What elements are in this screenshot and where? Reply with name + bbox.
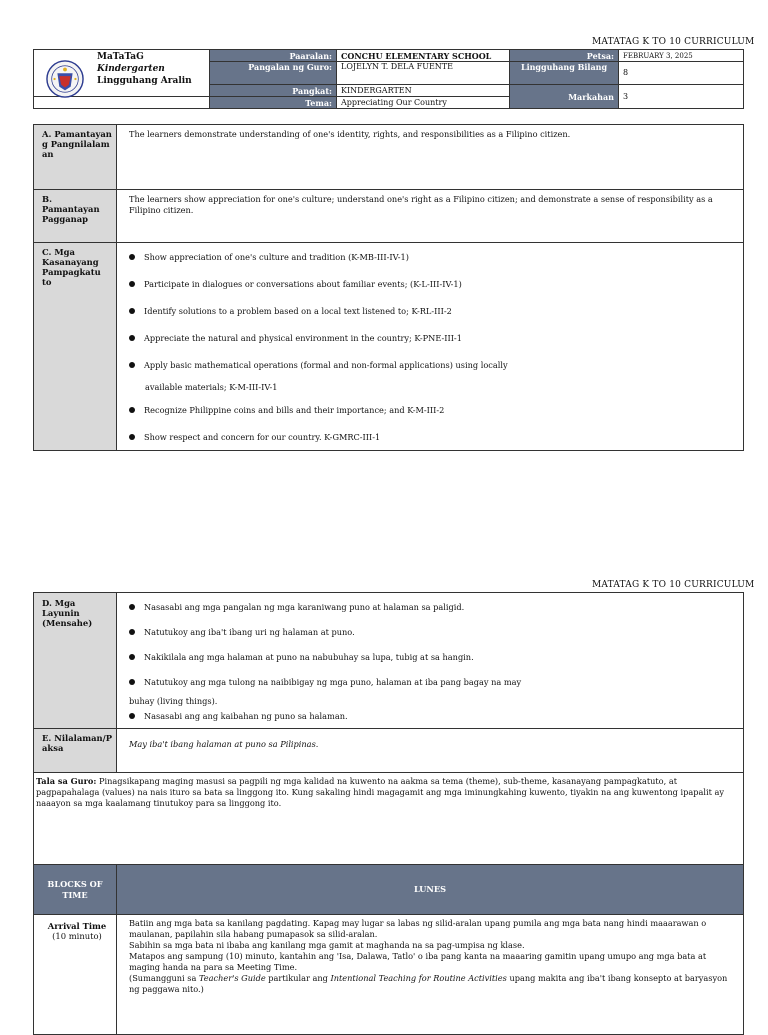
section-b-label: B. Pamantayan Pagganap bbox=[34, 190, 117, 243]
bullet-icon bbox=[129, 407, 135, 413]
bullet-icon bbox=[129, 308, 135, 314]
bullet-icon bbox=[129, 434, 135, 440]
brand-matatag: MaTaTaG bbox=[97, 52, 144, 62]
teacher-note bbox=[34, 773, 744, 865]
list-item: Natutukoy ang iba't ibang uri ng halaman at puno. bbox=[129, 627, 735, 638]
brand-kindergarten: Kindergarten bbox=[97, 64, 165, 74]
teacher-note-text: Pinagsikapang maging masusi sa pagpili ng mga kalidad na kuwento na aakma sa tema (theme), sub-theme, kasanayang pampagkatuto, at pagpapahalaga (values) na nais ituro sa bata sa linggong ito. Kung sakaling hindi magagamit ang mga iminungkahing kuwento, tiyakin na ang kuwentong ipapalit ay naaayon sa mga kaalamang tinutukoy para sa linggong ito. bbox=[36, 776, 724, 808]
section-d-label: D. Mga Layunin (Mensahe) bbox=[34, 593, 117, 729]
arrival-line-3: Matapos ang sampung (10) minuto, kantahin ang 'Isa, Dalawa, Tatlo' o iba pang kanta na maaaring gamitin upang umupo ang mga bata at maging handa na para sa Meeting Time. bbox=[129, 951, 707, 972]
teacher-label: Pangalan ng Guro: bbox=[210, 62, 337, 85]
logo-cell bbox=[34, 50, 210, 97]
quarter-value: 3 bbox=[619, 85, 744, 109]
section-c-list bbox=[117, 243, 744, 451]
arrival-line-4: (Sumangguni sa Teacher's Guide partikular ang Intentional Teaching for Routine Activities upang makita ang iba't ibang konsepto at baryasyon ng paggawa nito.) bbox=[129, 973, 728, 994]
section-e-text: May iba't ibang halaman at puno sa Pilipinas. bbox=[117, 729, 744, 773]
bullet-icon bbox=[129, 362, 135, 368]
list-item: Nasasabi ang ang kaibahan ng puno sa halaman. bbox=[129, 711, 735, 722]
bullet-icon bbox=[129, 679, 135, 685]
school-value: CONCHU ELEMENTARY SCHOOL bbox=[337, 50, 510, 62]
bullet-icon bbox=[129, 713, 135, 719]
objectives-table bbox=[33, 592, 744, 1035]
arrival-duration: (10 minuto) bbox=[52, 931, 102, 941]
school-label: Paaralan: bbox=[210, 50, 337, 62]
list-item: Show appreciation of one's culture and tradition (K-MB-III-IV-1) bbox=[129, 252, 735, 263]
list-item: Appreciate the natural and physical environment in the country; K-PNE-III-1 bbox=[129, 333, 735, 344]
section-e-label: E. Nilalaman/P aksa bbox=[34, 729, 117, 773]
section-d-list bbox=[117, 593, 744, 729]
list-item: Show respect and concern for our country. K-GMRC-III-1 bbox=[129, 432, 735, 443]
deped-seal-icon bbox=[46, 60, 84, 98]
list-item-continuation: available materials; K-M-III-IV-1 bbox=[145, 382, 278, 392]
week-value: 8 bbox=[619, 62, 744, 85]
bullet-icon bbox=[129, 335, 135, 341]
curriculum-label: MATATAG K TO 10 CURRICULUM bbox=[592, 37, 755, 47]
arrival-line-2: Sabihin sa mga bata ni ibaba ang kanilang mga gamit at maghanda na sa pag-umpisa ng klase. bbox=[129, 940, 525, 950]
arrival-time-cell bbox=[34, 915, 117, 1035]
theme-value: Appreciating Our Country bbox=[337, 97, 510, 109]
grade-label: Pangkat: bbox=[210, 85, 337, 97]
bullet-icon bbox=[129, 254, 135, 260]
grade-value: KINDERGARTEN bbox=[337, 85, 510, 97]
list-item: Natutukoy ang mga tulong na naibibigay ng mga puno, halaman at iba pang bagay na may bbox=[129, 677, 735, 688]
teacher-value: LOJELYN T. DELA FUENTE bbox=[337, 62, 510, 85]
blocks-of-time-header: BLOCKS OF TIME bbox=[34, 865, 117, 915]
logo-filler bbox=[34, 97, 210, 109]
teacher-note-label: Tala sa Guro: bbox=[36, 776, 97, 786]
theme-label: Tema: bbox=[210, 97, 337, 109]
day-header-lunes: LUNES bbox=[117, 865, 744, 915]
arrival-line-1: Batiin ang mga bata sa kanilang pagdating. Kapag may lugar sa labas ng silid-aralan upang pumila ang mga bata nang hindi maaarawan o maulanan, papilahin sila habang pumapasok sa silid-aralan. bbox=[129, 918, 707, 939]
date-value: FEBRUARY 3, 2025 bbox=[619, 50, 744, 62]
curriculum-label-page2: MATATAG K TO 10 CURRICULUM bbox=[592, 580, 755, 590]
brand-block bbox=[97, 51, 192, 87]
week-label: Lingguhang Bilang bbox=[510, 62, 619, 85]
bullet-icon bbox=[129, 654, 135, 660]
section-c-label: C. Mga Kasanayang Pampagkatu to bbox=[34, 243, 117, 451]
section-a-label: A. Pamantayan g Pangnilalam an bbox=[34, 125, 117, 190]
list-item: Nasasabi ang mga pangalan ng mga karaniwang puno at halaman sa paligid. bbox=[129, 602, 735, 613]
standards-table bbox=[33, 124, 744, 451]
date-label: Petsa: bbox=[510, 50, 619, 62]
section-b-text: The learners show appreciation for one's culture; understand one's right as a Filipino citizen; and demonstrate a sense of responsibility as a Filipino citizen. bbox=[117, 190, 744, 243]
quarter-label: Markahan bbox=[510, 85, 619, 109]
header-table bbox=[33, 49, 744, 109]
arrival-content bbox=[117, 915, 744, 1035]
list-item: Identify solutions to a problem based on a local text listened to; K-RL-III-2 bbox=[129, 306, 735, 317]
brand-lingguhang-aralin: Lingguhang Aralin bbox=[97, 76, 192, 86]
list-item-continuation: buhay (living things). bbox=[129, 696, 218, 706]
list-item: Nakikilala ang mga halaman at puno na nabubuhay sa lupa, tubig at sa hangin. bbox=[129, 652, 735, 663]
list-item: Recognize Philippine coins and bills and their importance; and K-M-III-2 bbox=[129, 405, 735, 416]
list-item: Apply basic mathematical operations (formal and non-formal applications) using locally bbox=[129, 360, 735, 371]
arrival-title: Arrival Time bbox=[47, 921, 107, 931]
bullet-icon bbox=[129, 629, 135, 635]
bullet-icon bbox=[129, 281, 135, 287]
list-item: Participate in dialogues or conversations about familiar events; (K-L-III-IV-1) bbox=[129, 279, 735, 290]
section-a-text: The learners demonstrate understanding of one's identity, rights, and responsibilities as a Filipino citizen. bbox=[117, 125, 744, 190]
bullet-icon bbox=[129, 604, 135, 610]
